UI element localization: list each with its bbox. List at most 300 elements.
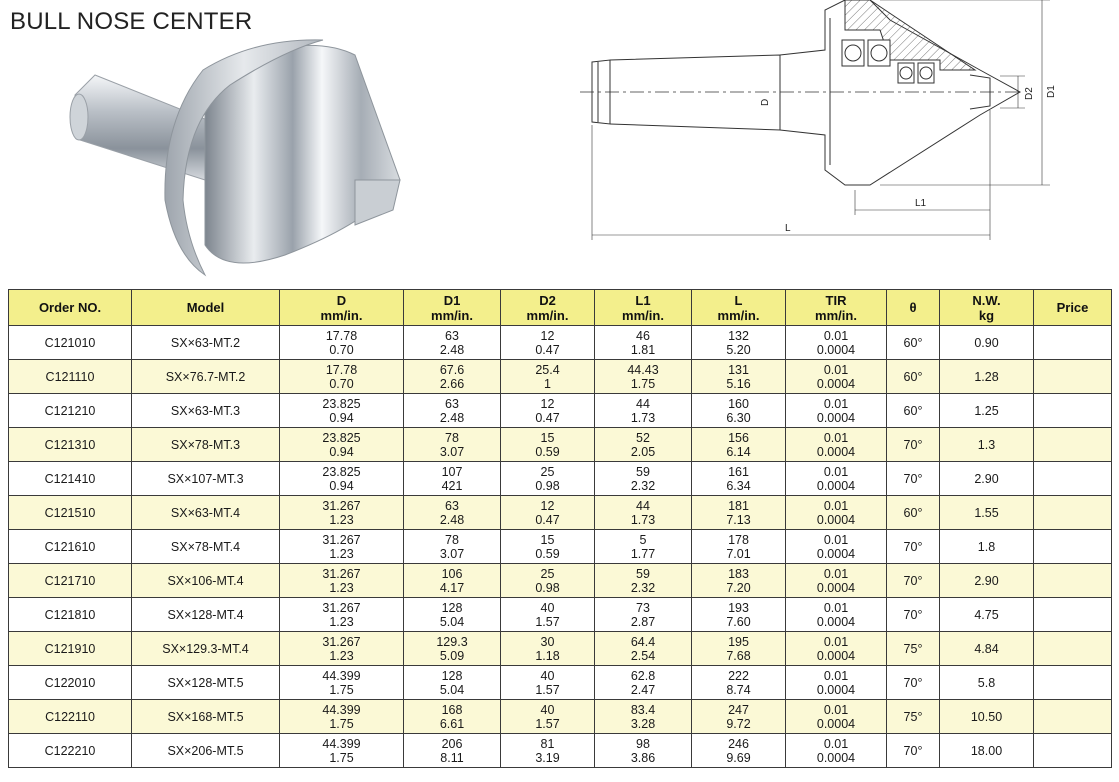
value-mm: 222 — [728, 668, 749, 683]
cell-tir — [786, 496, 887, 530]
cell-tir — [786, 700, 887, 734]
cell-d2 — [501, 700, 595, 734]
cell-l1 — [595, 496, 692, 530]
value-mm: 31.267 — [322, 566, 361, 581]
cell-d1 — [404, 428, 501, 462]
cell-nw: 1.28 — [940, 360, 1034, 394]
value-in: 0.47 — [535, 342, 560, 357]
table-row — [9, 326, 1112, 360]
value-mm: 156 — [728, 430, 749, 445]
value-mm: 0.01 — [823, 396, 849, 411]
value-in: 0.94 — [329, 478, 354, 493]
cell-l1 — [595, 734, 692, 768]
value-mm: 44.399 — [322, 736, 361, 751]
value-mm: 181 — [728, 498, 749, 513]
value-mm: 73 — [636, 600, 650, 615]
cell-tir — [786, 360, 887, 394]
cell-nw: 1.3 — [940, 428, 1034, 462]
cell-d — [280, 734, 404, 768]
cell-d1 — [404, 598, 501, 632]
cell-l — [692, 394, 786, 428]
cell-theta: 70° — [887, 530, 940, 564]
value-in: 0.0004 — [816, 580, 856, 595]
cell-l — [692, 598, 786, 632]
cell-d2 — [501, 598, 595, 632]
cell-nw: 1.8 — [940, 530, 1034, 564]
value-in: 7.68 — [726, 648, 751, 663]
value-in: 1.73 — [630, 410, 656, 425]
value-in: 1.57 — [535, 716, 560, 731]
table-header-row — [9, 290, 1112, 326]
value-mm: 161 — [728, 464, 749, 479]
value-in: 1.75 — [329, 682, 354, 697]
cell-d — [280, 394, 404, 428]
value-in: 1.23 — [329, 614, 354, 629]
cell-price — [1034, 496, 1112, 530]
cell-l1 — [595, 462, 692, 496]
cell-theta: 75° — [887, 632, 940, 666]
value-in: 0.0004 — [816, 682, 856, 697]
value-in: 3.86 — [630, 750, 656, 765]
cell-d1 — [404, 666, 501, 700]
value-in: 3.19 — [535, 750, 560, 765]
cell-l1 — [595, 666, 692, 700]
header-label: TIR — [825, 292, 847, 308]
value-in: 2.48 — [439, 410, 465, 425]
value-mm: 44 — [636, 396, 650, 411]
value-in: 1.57 — [535, 614, 560, 629]
cell-tir — [786, 462, 887, 496]
cell-d1 — [404, 734, 501, 768]
cell-order: C122210 — [9, 734, 132, 768]
dim-l1-label: L1 — [915, 198, 927, 209]
value-in: 9.69 — [726, 750, 751, 765]
cell-l1 — [595, 428, 692, 462]
value-mm: 44.399 — [322, 702, 361, 717]
header-unit: mm/in. — [431, 307, 473, 323]
cell-d — [280, 700, 404, 734]
cell-d — [280, 598, 404, 632]
cell-l1 — [595, 564, 692, 598]
value-mm: 44.43 — [627, 362, 659, 377]
cell-order: C121710 — [9, 564, 132, 598]
value-in: 0.98 — [535, 580, 560, 595]
value-mm: 107 — [441, 464, 463, 479]
cell-price — [1034, 360, 1112, 394]
value-mm: 247 — [728, 702, 749, 717]
value-mm: 31.267 — [322, 532, 361, 547]
cell-l — [692, 530, 786, 564]
value-mm: 23.825 — [322, 396, 361, 411]
cell-order: C121610 — [9, 530, 132, 564]
value-mm: 63 — [445, 328, 459, 343]
value-mm: 5 — [639, 532, 647, 547]
value-mm: 0.01 — [823, 430, 849, 445]
table-row — [9, 700, 1112, 734]
cell-l1 — [595, 598, 692, 632]
cell-model: SX×128-MT.5 — [132, 666, 280, 700]
header-cell — [280, 290, 404, 326]
cell-l — [692, 666, 786, 700]
value-mm: 44.399 — [322, 668, 361, 683]
cell-nw: 1.25 — [940, 394, 1034, 428]
value-mm: 0.01 — [823, 464, 849, 479]
value-in: 5.04 — [439, 682, 465, 697]
cell-d — [280, 462, 404, 496]
value-in: 0.0004 — [816, 614, 856, 629]
cell-d2 — [501, 666, 595, 700]
cell-model: SX×206-MT.5 — [132, 734, 280, 768]
value-in: 0.0004 — [816, 546, 856, 561]
cell-l1 — [595, 394, 692, 428]
value-in: 3.07 — [439, 546, 465, 561]
dim-d1-label: D1 — [1046, 85, 1057, 98]
table-row — [9, 666, 1112, 700]
cell-model: SX×78-MT.3 — [132, 428, 280, 462]
cell-d2 — [501, 530, 595, 564]
value-mm: 25 — [540, 464, 555, 479]
cell-nw: 2.90 — [940, 564, 1034, 598]
value-mm: 59 — [636, 464, 650, 479]
value-in: 5.09 — [439, 648, 465, 663]
value-in: 2.32 — [630, 580, 656, 595]
value-in: 0.70 — [329, 342, 354, 357]
value-mm: 62.8 — [630, 668, 656, 683]
value-in: 5.04 — [439, 614, 465, 629]
cell-nw: 5.8 — [940, 666, 1034, 700]
cell-d — [280, 428, 404, 462]
cell-d1 — [404, 496, 501, 530]
cell-nw: 2.90 — [940, 462, 1034, 496]
cell-order: C121510 — [9, 496, 132, 530]
value-mm: 0.01 — [823, 634, 849, 649]
header-label: N.W. — [972, 292, 1001, 308]
cell-l — [692, 462, 786, 496]
value-in: 1.73 — [630, 512, 656, 527]
value-mm: 40 — [540, 668, 555, 683]
value-in: 6.30 — [726, 410, 751, 425]
value-in: 0.94 — [329, 410, 354, 425]
header-label: L1 — [635, 292, 651, 308]
header-cell — [1034, 290, 1112, 326]
cell-order: C121810 — [9, 598, 132, 632]
cell-price — [1034, 326, 1112, 360]
value-in: 1.75 — [329, 716, 354, 731]
value-mm: 23.825 — [322, 464, 361, 479]
value-mm: 31.267 — [322, 498, 361, 513]
header-cell — [132, 290, 280, 326]
value-mm: 0.01 — [823, 498, 849, 513]
cell-d — [280, 632, 404, 666]
cell-d2 — [501, 462, 595, 496]
cell-model: SX×63-MT.4 — [132, 496, 280, 530]
value-mm: 15 — [540, 430, 555, 445]
cell-l1 — [595, 360, 692, 394]
cell-l1 — [595, 530, 692, 564]
spec-table — [8, 289, 1112, 768]
cell-d1 — [404, 462, 501, 496]
value-in: 2.48 — [439, 512, 465, 527]
value-in: 0.0004 — [816, 716, 856, 731]
header-label: θ — [909, 300, 917, 315]
cell-l — [692, 700, 786, 734]
value-mm: 129.3 — [436, 634, 468, 649]
value-in: 0.70 — [329, 376, 354, 391]
cell-order: C121110 — [9, 360, 132, 394]
value-mm: 12 — [540, 396, 555, 411]
cell-nw: 4.75 — [940, 598, 1034, 632]
cell-d2 — [501, 394, 595, 428]
table-row — [9, 564, 1112, 598]
value-in: 3.07 — [439, 444, 465, 459]
value-mm: 81 — [540, 736, 555, 751]
cell-order: C121410 — [9, 462, 132, 496]
header-cell — [940, 290, 1034, 326]
value-in: 2.47 — [630, 682, 656, 697]
cell-d — [280, 496, 404, 530]
cell-model: SX×76.7-MT.2 — [132, 360, 280, 394]
cell-order: C122110 — [9, 700, 132, 734]
cell-price — [1034, 598, 1112, 632]
table-row — [9, 734, 1112, 768]
value-mm: 246 — [728, 736, 749, 751]
value-mm: 40 — [540, 600, 555, 615]
value-in: 2.66 — [439, 376, 465, 391]
cell-model: SX×128-MT.4 — [132, 598, 280, 632]
cell-price — [1034, 666, 1112, 700]
value-mm: 131 — [728, 362, 749, 377]
value-in: 0.0004 — [816, 342, 856, 357]
cell-model: SX×168-MT.5 — [132, 700, 280, 734]
value-mm: 63 — [445, 396, 459, 411]
cell-tir — [786, 428, 887, 462]
cell-d1 — [404, 326, 501, 360]
cell-l — [692, 326, 786, 360]
value-mm: 160 — [728, 396, 749, 411]
cell-l — [692, 496, 786, 530]
cell-price — [1034, 700, 1112, 734]
cell-theta: 70° — [887, 462, 940, 496]
cell-model: SX×63-MT.3 — [132, 394, 280, 428]
value-in: 1.23 — [329, 512, 354, 527]
value-mm: 23.825 — [322, 430, 361, 445]
value-mm: 25 — [540, 566, 555, 581]
cell-model: SX×129.3-MT.4 — [132, 632, 280, 666]
value-mm: 183 — [728, 566, 749, 581]
dim-d-label: D — [760, 98, 771, 106]
table-row — [9, 496, 1112, 530]
cell-d2 — [501, 564, 595, 598]
header-cell — [501, 290, 595, 326]
cell-d2 — [501, 326, 595, 360]
value-mm: 31.267 — [322, 600, 361, 615]
value-mm: 63 — [445, 498, 459, 513]
cell-l — [692, 564, 786, 598]
value-in: 0.94 — [329, 444, 354, 459]
technical-drawing — [580, 0, 1110, 245]
cell-tir — [786, 666, 887, 700]
cell-tir — [786, 530, 887, 564]
header-unit: kg — [978, 307, 995, 323]
value-in: 2.87 — [630, 614, 656, 629]
cell-price — [1034, 734, 1112, 768]
value-in: 0.59 — [535, 444, 560, 459]
value-in: 8.74 — [726, 682, 751, 697]
cell-d — [280, 564, 404, 598]
cell-theta: 70° — [887, 428, 940, 462]
value-in: 0.0004 — [816, 648, 856, 663]
header-label: Model — [186, 300, 225, 315]
cell-order: C121210 — [9, 394, 132, 428]
cell-theta: 60° — [887, 394, 940, 428]
value-mm: 17.78 — [325, 328, 358, 343]
header-unit: mm/in. — [815, 307, 857, 323]
cell-d2 — [501, 632, 595, 666]
cell-theta: 70° — [887, 564, 940, 598]
header-unit: mm/in. — [526, 307, 569, 323]
header-unit: mm/in. — [622, 307, 664, 323]
value-mm: 25.4 — [535, 362, 560, 377]
value-in: 0.47 — [535, 410, 560, 425]
cell-tir — [786, 394, 887, 428]
value-in: 1.57 — [535, 682, 560, 697]
cell-l1 — [595, 700, 692, 734]
value-in: 2.32 — [630, 478, 656, 493]
value-mm: 128 — [441, 600, 463, 615]
value-mm: 0.01 — [823, 702, 849, 717]
value-in: 0.0004 — [816, 376, 856, 391]
value-in: 7.60 — [726, 614, 751, 629]
cell-tir — [786, 564, 887, 598]
value-mm: 67.6 — [439, 362, 465, 377]
value-in: 0.0004 — [816, 478, 856, 493]
value-mm: 83.4 — [630, 702, 656, 717]
header-cell — [692, 290, 786, 326]
cell-theta: 60° — [887, 496, 940, 530]
cell-price — [1034, 394, 1112, 428]
value-in: 6.34 — [726, 478, 751, 493]
header-cell — [887, 290, 940, 326]
value-mm: 44 — [636, 498, 650, 513]
value-mm: 98 — [636, 736, 650, 751]
cell-theta: 60° — [887, 326, 940, 360]
value-in: 421 — [441, 478, 463, 493]
value-in: 8.11 — [440, 750, 464, 765]
table-row — [9, 360, 1112, 394]
header-label: Order NO. — [38, 300, 102, 315]
value-mm: 12 — [540, 498, 555, 513]
value-in: 1.23 — [329, 546, 354, 561]
cell-order: C121910 — [9, 632, 132, 666]
dim-l-label: L — [785, 223, 791, 234]
page-title: BULL NOSE CENTER — [10, 8, 253, 35]
cell-l1 — [595, 326, 692, 360]
cell-tir — [786, 326, 887, 360]
product-photo — [55, 30, 405, 285]
cell-theta: 75° — [887, 700, 940, 734]
value-mm: 0.01 — [823, 736, 849, 751]
cell-tir — [786, 734, 887, 768]
header-label: D2 — [539, 292, 556, 308]
table-row — [9, 632, 1112, 666]
header-unit: mm/in. — [717, 307, 760, 323]
value-mm: 0.01 — [823, 532, 849, 547]
cell-nw: 0.90 — [940, 326, 1034, 360]
value-mm: 106 — [441, 566, 463, 581]
value-in: 2.48 — [439, 342, 465, 357]
cell-d2 — [501, 428, 595, 462]
value-mm: 0.01 — [823, 362, 849, 377]
value-in: 0.98 — [535, 478, 560, 493]
cell-model: SX×107-MT.3 — [132, 462, 280, 496]
value-in: 5.16 — [726, 376, 751, 391]
value-mm: 195 — [728, 634, 749, 649]
cell-model: SX×106-MT.4 — [132, 564, 280, 598]
value-in: 1.18 — [535, 648, 560, 663]
value-mm: 31.267 — [322, 634, 361, 649]
cell-d — [280, 360, 404, 394]
header-cell — [786, 290, 887, 326]
cell-l — [692, 360, 786, 394]
value-in: 7.01 — [726, 546, 751, 561]
value-mm: 0.01 — [823, 328, 849, 343]
header-label: D — [336, 292, 347, 308]
value-mm: 78 — [445, 532, 459, 547]
value-in: 2.05 — [630, 444, 656, 459]
value-in: 1.77 — [630, 546, 656, 561]
cell-model: SX×63-MT.2 — [132, 326, 280, 360]
cell-l — [692, 428, 786, 462]
cell-d — [280, 326, 404, 360]
cell-d1 — [404, 530, 501, 564]
table-row — [9, 428, 1112, 462]
table-row — [9, 462, 1112, 496]
header-label: Price — [1056, 300, 1089, 315]
value-mm: 178 — [728, 532, 749, 547]
value-mm: 64.4 — [630, 634, 656, 649]
value-mm: 168 — [441, 702, 463, 717]
cell-d — [280, 666, 404, 700]
value-in: 7.20 — [726, 580, 751, 595]
cell-l1 — [595, 632, 692, 666]
cell-order: C122010 — [9, 666, 132, 700]
value-in: 4.17 — [439, 580, 465, 595]
value-in: 0.0004 — [816, 512, 856, 527]
value-mm: 46 — [636, 328, 650, 343]
cell-order: C121310 — [9, 428, 132, 462]
header-cell — [404, 290, 501, 326]
cell-l — [692, 734, 786, 768]
value-mm: 206 — [441, 736, 463, 751]
value-mm: 17.78 — [325, 362, 358, 377]
cell-d1 — [404, 360, 501, 394]
header-label: L — [734, 292, 743, 308]
cell-price — [1034, 462, 1112, 496]
cell-d2 — [501, 496, 595, 530]
dim-d2-label: D2 — [1024, 87, 1035, 100]
value-mm: 0.01 — [823, 600, 849, 615]
value-mm: 0.01 — [823, 566, 849, 581]
cell-tir — [786, 598, 887, 632]
cell-nw: 4.84 — [940, 632, 1034, 666]
cell-d2 — [501, 360, 595, 394]
header-unit: mm/in. — [320, 307, 363, 323]
value-in: 1.81 — [630, 342, 656, 357]
cell-price — [1034, 428, 1112, 462]
value-mm: 0.01 — [823, 668, 849, 683]
cell-tir — [786, 632, 887, 666]
value-in: 1.75 — [630, 376, 656, 391]
